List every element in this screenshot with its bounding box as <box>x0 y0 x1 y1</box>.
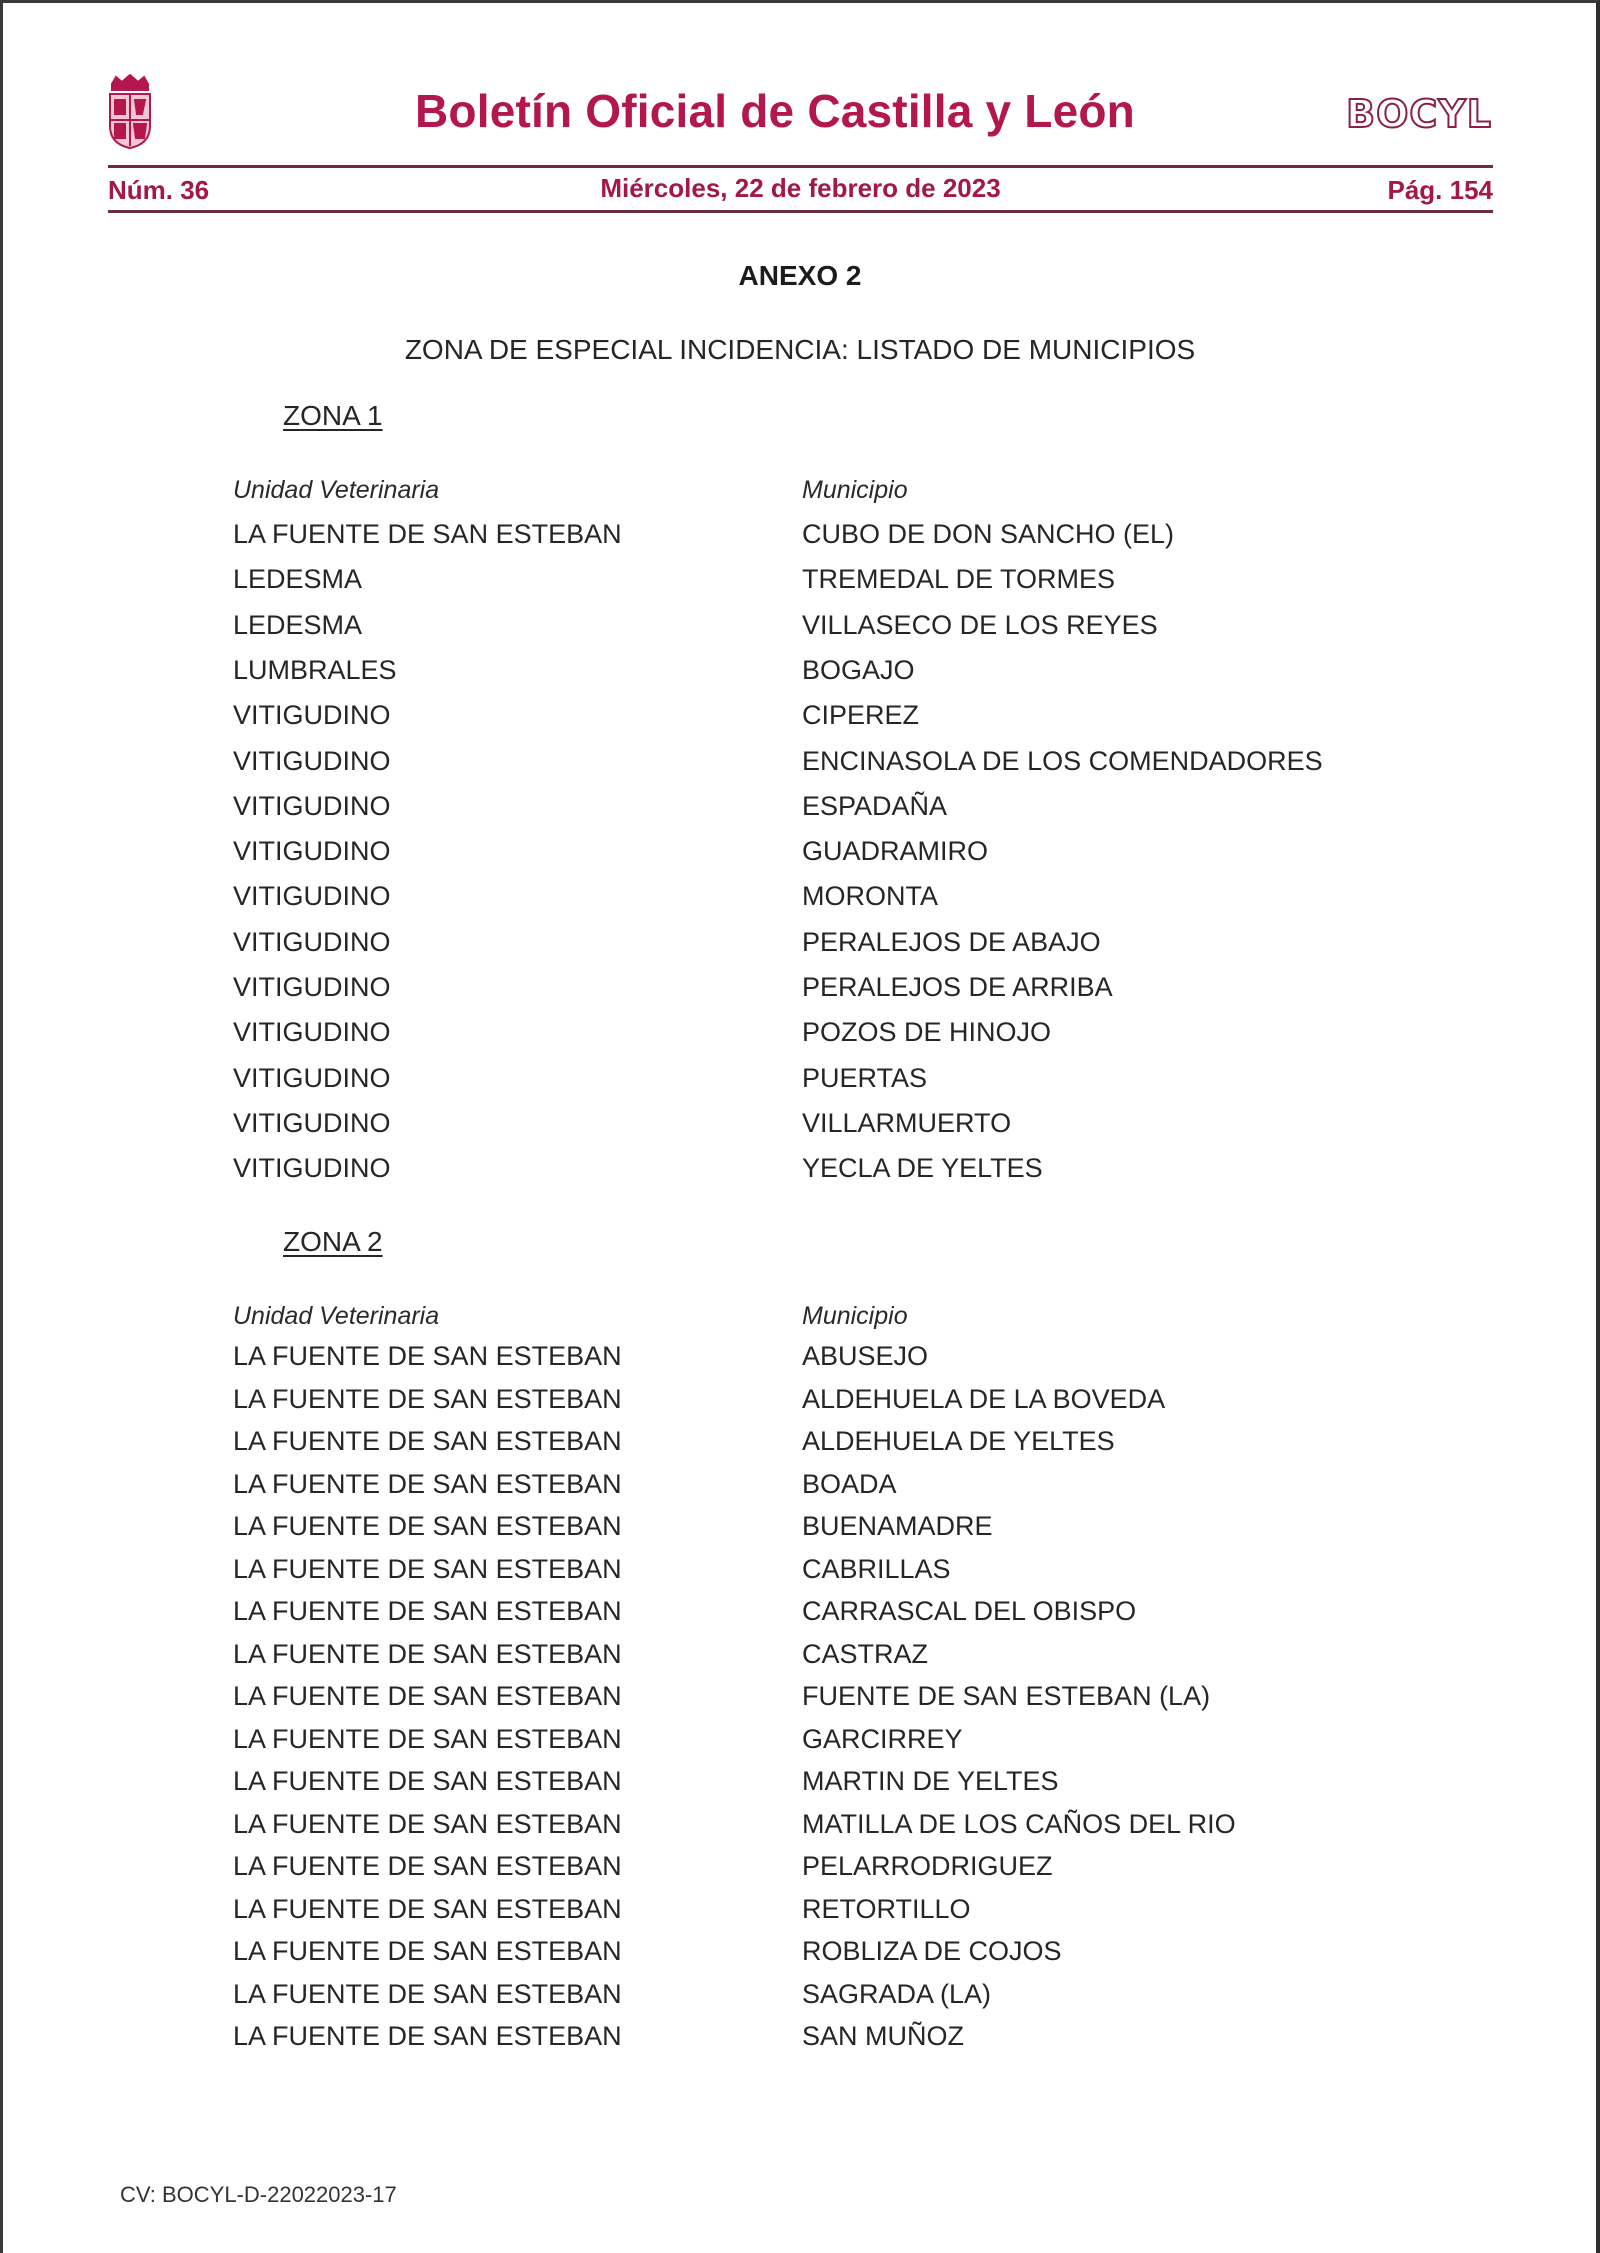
unidad-veterinaria-cell: VITIGUDINO <box>233 745 391 776</box>
page-number: Pág. 154 <box>1387 175 1493 205</box>
municipio-cell: BOADA <box>802 1468 897 1499</box>
unidad-veterinaria-cell: LA FUENTE DE SAN ESTEBAN <box>233 1851 622 1881</box>
unidad-veterinaria-cell: LA FUENTE DE SAN ESTEBAN <box>233 1511 622 1541</box>
municipio-cell: SAGRADA (LA) <box>802 1978 992 2009</box>
unidad-veterinaria-cell: LA FUENTE DE SAN ESTEBAN <box>233 1553 622 1584</box>
unidad-veterinaria-cell: VITIGUDINO <box>233 1107 391 1138</box>
municipio-cell: PERALEJOS DE ABAJO <box>802 926 1101 957</box>
issue-info-row <box>108 175 1493 207</box>
unidad-veterinaria-cell: LA FUENTE DE SAN ESTEBAN <box>233 1383 622 1414</box>
header-rule-top <box>108 165 1493 168</box>
municipio-cell: PUERTAS <box>802 1062 928 1093</box>
municipio-cell: MATILLA DE LOS CAÑOS DEL RIO <box>802 1808 1236 1839</box>
table-row <box>0 1108 1600 1148</box>
table-row <box>0 564 1600 604</box>
unidad-veterinaria-cell: LA FUENTE DE SAN ESTEBAN <box>233 1426 622 1456</box>
unidad-veterinaria-cell: LUMBRALES <box>233 654 397 685</box>
municipio-cell: SAN MUÑOZ <box>802 2021 964 2051</box>
unidad-veterinaria-cell: LA FUENTE DE SAN ESTEBAN <box>233 1638 622 1669</box>
table-row <box>0 881 1600 921</box>
unidad-veterinaria-cell: VITIGUDINO <box>233 700 391 731</box>
unidad-veterinaria-cell: LEDESMA <box>233 609 363 640</box>
unidad-veterinaria-cell: LA FUENTE DE SAN ESTEBAN <box>233 1766 622 1796</box>
unidad-veterinaria-cell: LA FUENTE DE SAN ESTEBAN <box>233 1936 622 1966</box>
zone-1-header-municipio: Municipio <box>802 476 908 504</box>
municipio-cell: BUENAMADRE <box>802 1511 993 1541</box>
annex-subtitle: ZONA DE ESPECIAL INCIDENCIA: LISTADO DE MUNICIPIOS <box>404 334 1196 365</box>
unidad-veterinaria-cell: LA FUENTE DE SAN ESTEBAN <box>233 1681 622 1711</box>
unidad-veterinaria-cell: LA FUENTE DE SAN ESTEBAN <box>233 1808 622 1839</box>
bulletin-title-text: Boletín Oficial de Castilla y León <box>415 85 1135 137</box>
municipio-cell: RETORTILLO <box>802 1893 971 1924</box>
table-row <box>0 1017 1600 1057</box>
table-row <box>0 1809 1600 1849</box>
table-row <box>0 1554 1600 1594</box>
header-rule-bottom <box>108 210 1493 213</box>
municipio-cell: CIPEREZ <box>802 700 920 731</box>
municipio-cell: ENCINASOLA DE LOS COMENDADORES <box>802 745 1323 776</box>
table-row <box>0 1724 1600 1764</box>
unidad-veterinaria-cell: LA FUENTE DE SAN ESTEBAN <box>233 1341 622 1371</box>
table-row <box>0 1063 1600 1103</box>
bocyl-brand: BOCYL <box>1346 92 1492 136</box>
municipio-cell: CASTRAZ <box>802 1638 929 1669</box>
unidad-veterinaria-cell: LA FUENTE DE SAN ESTEBAN <box>233 1893 622 1924</box>
table-row <box>0 700 1600 740</box>
table-row <box>0 746 1600 786</box>
table-row <box>0 1851 1600 1891</box>
table-row <box>0 1426 1600 1466</box>
unidad-veterinaria-cell: LA FUENTE DE SAN ESTEBAN <box>233 1723 622 1754</box>
municipio-cell: MORONTA <box>802 881 938 912</box>
municipio-cell: ESPADAÑA <box>802 790 948 821</box>
municipio-cell: TREMEDAL DE TORMES <box>802 564 1116 595</box>
unidad-veterinaria-cell: VITIGUDINO <box>233 972 391 1002</box>
unidad-veterinaria-cell: LA FUENTE DE SAN ESTEBAN <box>233 1468 622 1499</box>
unidad-veterinaria-cell: LEDESMA <box>233 564 363 595</box>
table-row <box>0 1153 1600 1193</box>
table-row <box>0 519 1600 559</box>
municipio-cell: VILLARMUERTO <box>802 1107 1012 1138</box>
municipio-cell: VILLASECO DE LOS REYES <box>802 609 1158 640</box>
municipio-cell: CARRASCAL DEL OBISPO <box>802 1596 1137 1626</box>
table-row <box>0 655 1600 695</box>
table-row <box>0 927 1600 967</box>
municipio-cell: GUADRAMIRO <box>802 836 989 867</box>
table-row <box>0 1384 1600 1424</box>
municipio-cell: PERALEJOS DE ARRIBA <box>802 972 1113 1002</box>
cv-code: CV: BOCYL-D-22022023-17 <box>120 2182 397 2207</box>
table-row <box>0 1469 1600 1509</box>
municipio-cell: GARCIRREY <box>802 1723 963 1754</box>
unidad-veterinaria-cell: LA FUENTE DE SAN ESTEBAN <box>233 1596 622 1626</box>
municipio-cell: FUENTE DE SAN ESTEBAN (LA) <box>802 1681 1211 1711</box>
municipio-cell: CUBO DE DON SANCHO (EL) <box>802 519 1175 549</box>
table-row <box>0 1894 1600 1934</box>
issue-date: Miércoles, 22 de febrero de 2023 <box>600 173 1001 203</box>
table-row <box>0 1511 1600 1551</box>
table-row <box>0 610 1600 650</box>
unidad-veterinaria-cell: VITIGUDINO <box>233 1062 391 1093</box>
unidad-veterinaria-cell: LA FUENTE DE SAN ESTEBAN <box>233 1978 622 2009</box>
municipio-cell: ALDEHUELA DE YELTES <box>802 1426 1115 1456</box>
issue-number: Núm. 36 <box>108 175 210 205</box>
unidad-veterinaria-cell: LA FUENTE DE SAN ESTEBAN <box>233 2021 622 2051</box>
unidad-veterinaria-cell: VITIGUDINO <box>233 881 391 912</box>
zone-1-title: ZONA 1 <box>283 400 383 431</box>
table-row <box>0 1681 1600 1721</box>
table-row <box>0 972 1600 1012</box>
municipio-cell: YECLA DE YELTES <box>802 1153 1043 1184</box>
annex-title: ANEXO 2 <box>738 260 862 291</box>
unidad-veterinaria-cell: VITIGUDINO <box>233 836 391 867</box>
unidad-veterinaria-cell: VITIGUDINO <box>233 1017 391 1048</box>
table-row <box>0 1766 1600 1806</box>
unidad-veterinaria-cell: VITIGUDINO <box>233 1153 391 1184</box>
municipio-cell: CABRILLAS <box>802 1553 951 1584</box>
zone-2-header-municipio: Municipio <box>802 1302 908 1330</box>
municipio-cell: ROBLIZA DE COJOS <box>802 1936 1062 1966</box>
zone-1-header-unidad: Unidad Veterinaria <box>233 476 440 504</box>
unidad-veterinaria-cell: VITIGUDINO <box>233 790 391 821</box>
municipio-cell: ALDEHUELA DE LA BOVEDA <box>802 1383 1166 1414</box>
unidad-veterinaria-cell: VITIGUDINO <box>233 926 391 957</box>
table-row <box>0 1639 1600 1679</box>
municipio-cell: BOGAJO <box>802 654 915 685</box>
municipio-cell: PELARRODRIGUEZ <box>802 1851 1053 1881</box>
municipio-cell: POZOS DE HINOJO <box>802 1017 1052 1048</box>
table-row <box>0 1341 1600 1381</box>
municipio-cell: ABUSEJO <box>802 1341 929 1371</box>
municipio-cell: MARTIN DE YELTES <box>802 1766 1059 1796</box>
zone-2-title: ZONA 2 <box>283 1226 383 1257</box>
table-row <box>0 836 1600 876</box>
table-row <box>0 791 1600 831</box>
table-row <box>0 1979 1600 2019</box>
table-row <box>0 2021 1600 2061</box>
table-row <box>0 1596 1600 1636</box>
unidad-veterinaria-cell: LA FUENTE DE SAN ESTEBAN <box>233 519 622 549</box>
zone-2-header-unidad: Unidad Veterinaria <box>233 1302 440 1330</box>
table-row <box>0 1936 1600 1976</box>
